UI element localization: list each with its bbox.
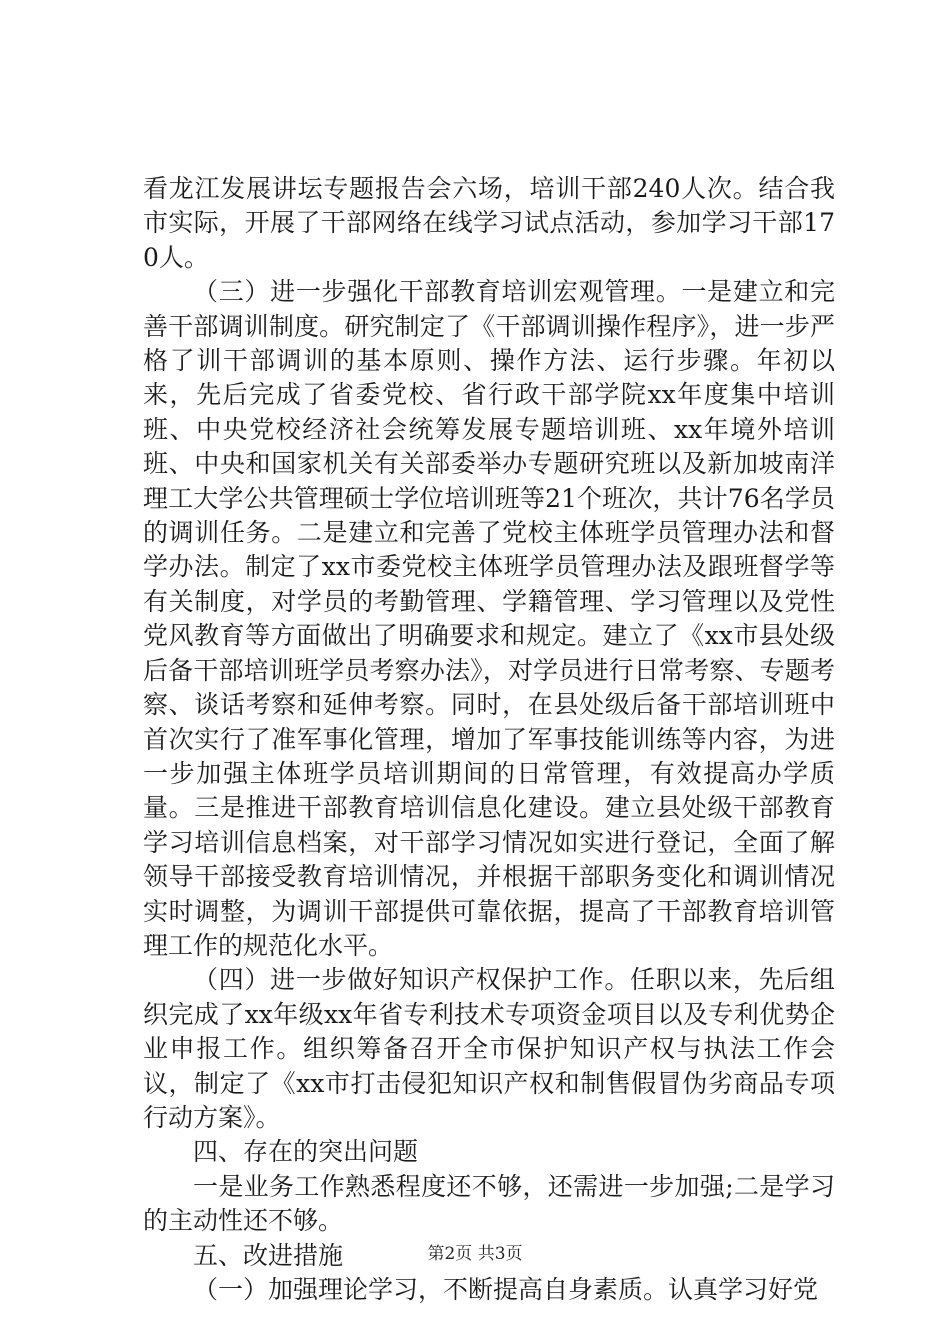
paragraph-7: （一）加强理论学习，不断提高自身素质。认真学习好党 bbox=[193, 1275, 819, 1304]
paragraph-2: （三）进一步强化干部教育培训宏观管理。一是建立和完善干部调训制度。研究制定了《干部调训操作程序》，进一步严格了训干部调训的基本原则、操作方法、运行步骤。年初以来，先后完成了省委党校、省行政干部学院xx年度集中培训班、中央党校经济社会统筹发展专题培训班、xx年境外培训班、中央和国家机关有关部委举办专题研究班以及新加坡南洋理工大学公共管理硕士学位培训班等21个班次，共计76名学员的调训任务。二是建立和完善了党校主体班学员管理办法和督学办法。制定了xx市委党校主体班学员管理办法及跟班督学等有关制度，对学员的考勤管理、学籍管理、学习管理以及党性党风教育等方面做出了明确要求和规定。建立了《xx市县处级后备干部培训班学员考察办法》，对学员进行日常考察、专题考察、谈话考察和延伸考察。同时，在县处级后备干部培训班中首次实行了准军事化管理，增加了军事技能训练等内容，为进一步加强主体班学员培训期间的日常管理，有效提高办学质量。三是推进干部教育培训信息化建设。建立县处级干部教育学习培训信息档案，对干部学习情况如实进行登记，全面了解领导干部接受教育培训情况，并根据干部职务变化和调训情况实时调整，为调训干部提供可靠依据，提高了干部教育培训管理工作的规范化水平。 bbox=[143, 277, 835, 960]
page-footer: 第2页 共3页 bbox=[427, 1244, 523, 1264]
paragraph-5: 一是业务工作熟悉程度还不够，还需进一步加强;二是学习的主动性还不够。 bbox=[143, 1171, 835, 1236]
section-heading-problems: 四、存在的突出问题 bbox=[193, 1137, 419, 1167]
paragraph-1: 看龙江发展讲坛专题报告会六场，培训干部240人次。结合我市实际，开展了干部网络在线学习试点活动，参加学习干部170人。 bbox=[143, 174, 835, 272]
paragraph-3: （四）进一步做好知识产权保护工作。任职以来，先后组织完成了xx年级xx年省专利技术专项资金项目以及专利优势企业申报工作。组织筹备召开全市保护知识产权与执法工作会议，制定了《xx市打击侵犯知识产权和制售假冒伪劣商品专项行动方案》。 bbox=[143, 965, 835, 1132]
document-body bbox=[143, 172, 835, 1307]
section-heading-measures: 五、改进措施 bbox=[193, 1240, 344, 1270]
